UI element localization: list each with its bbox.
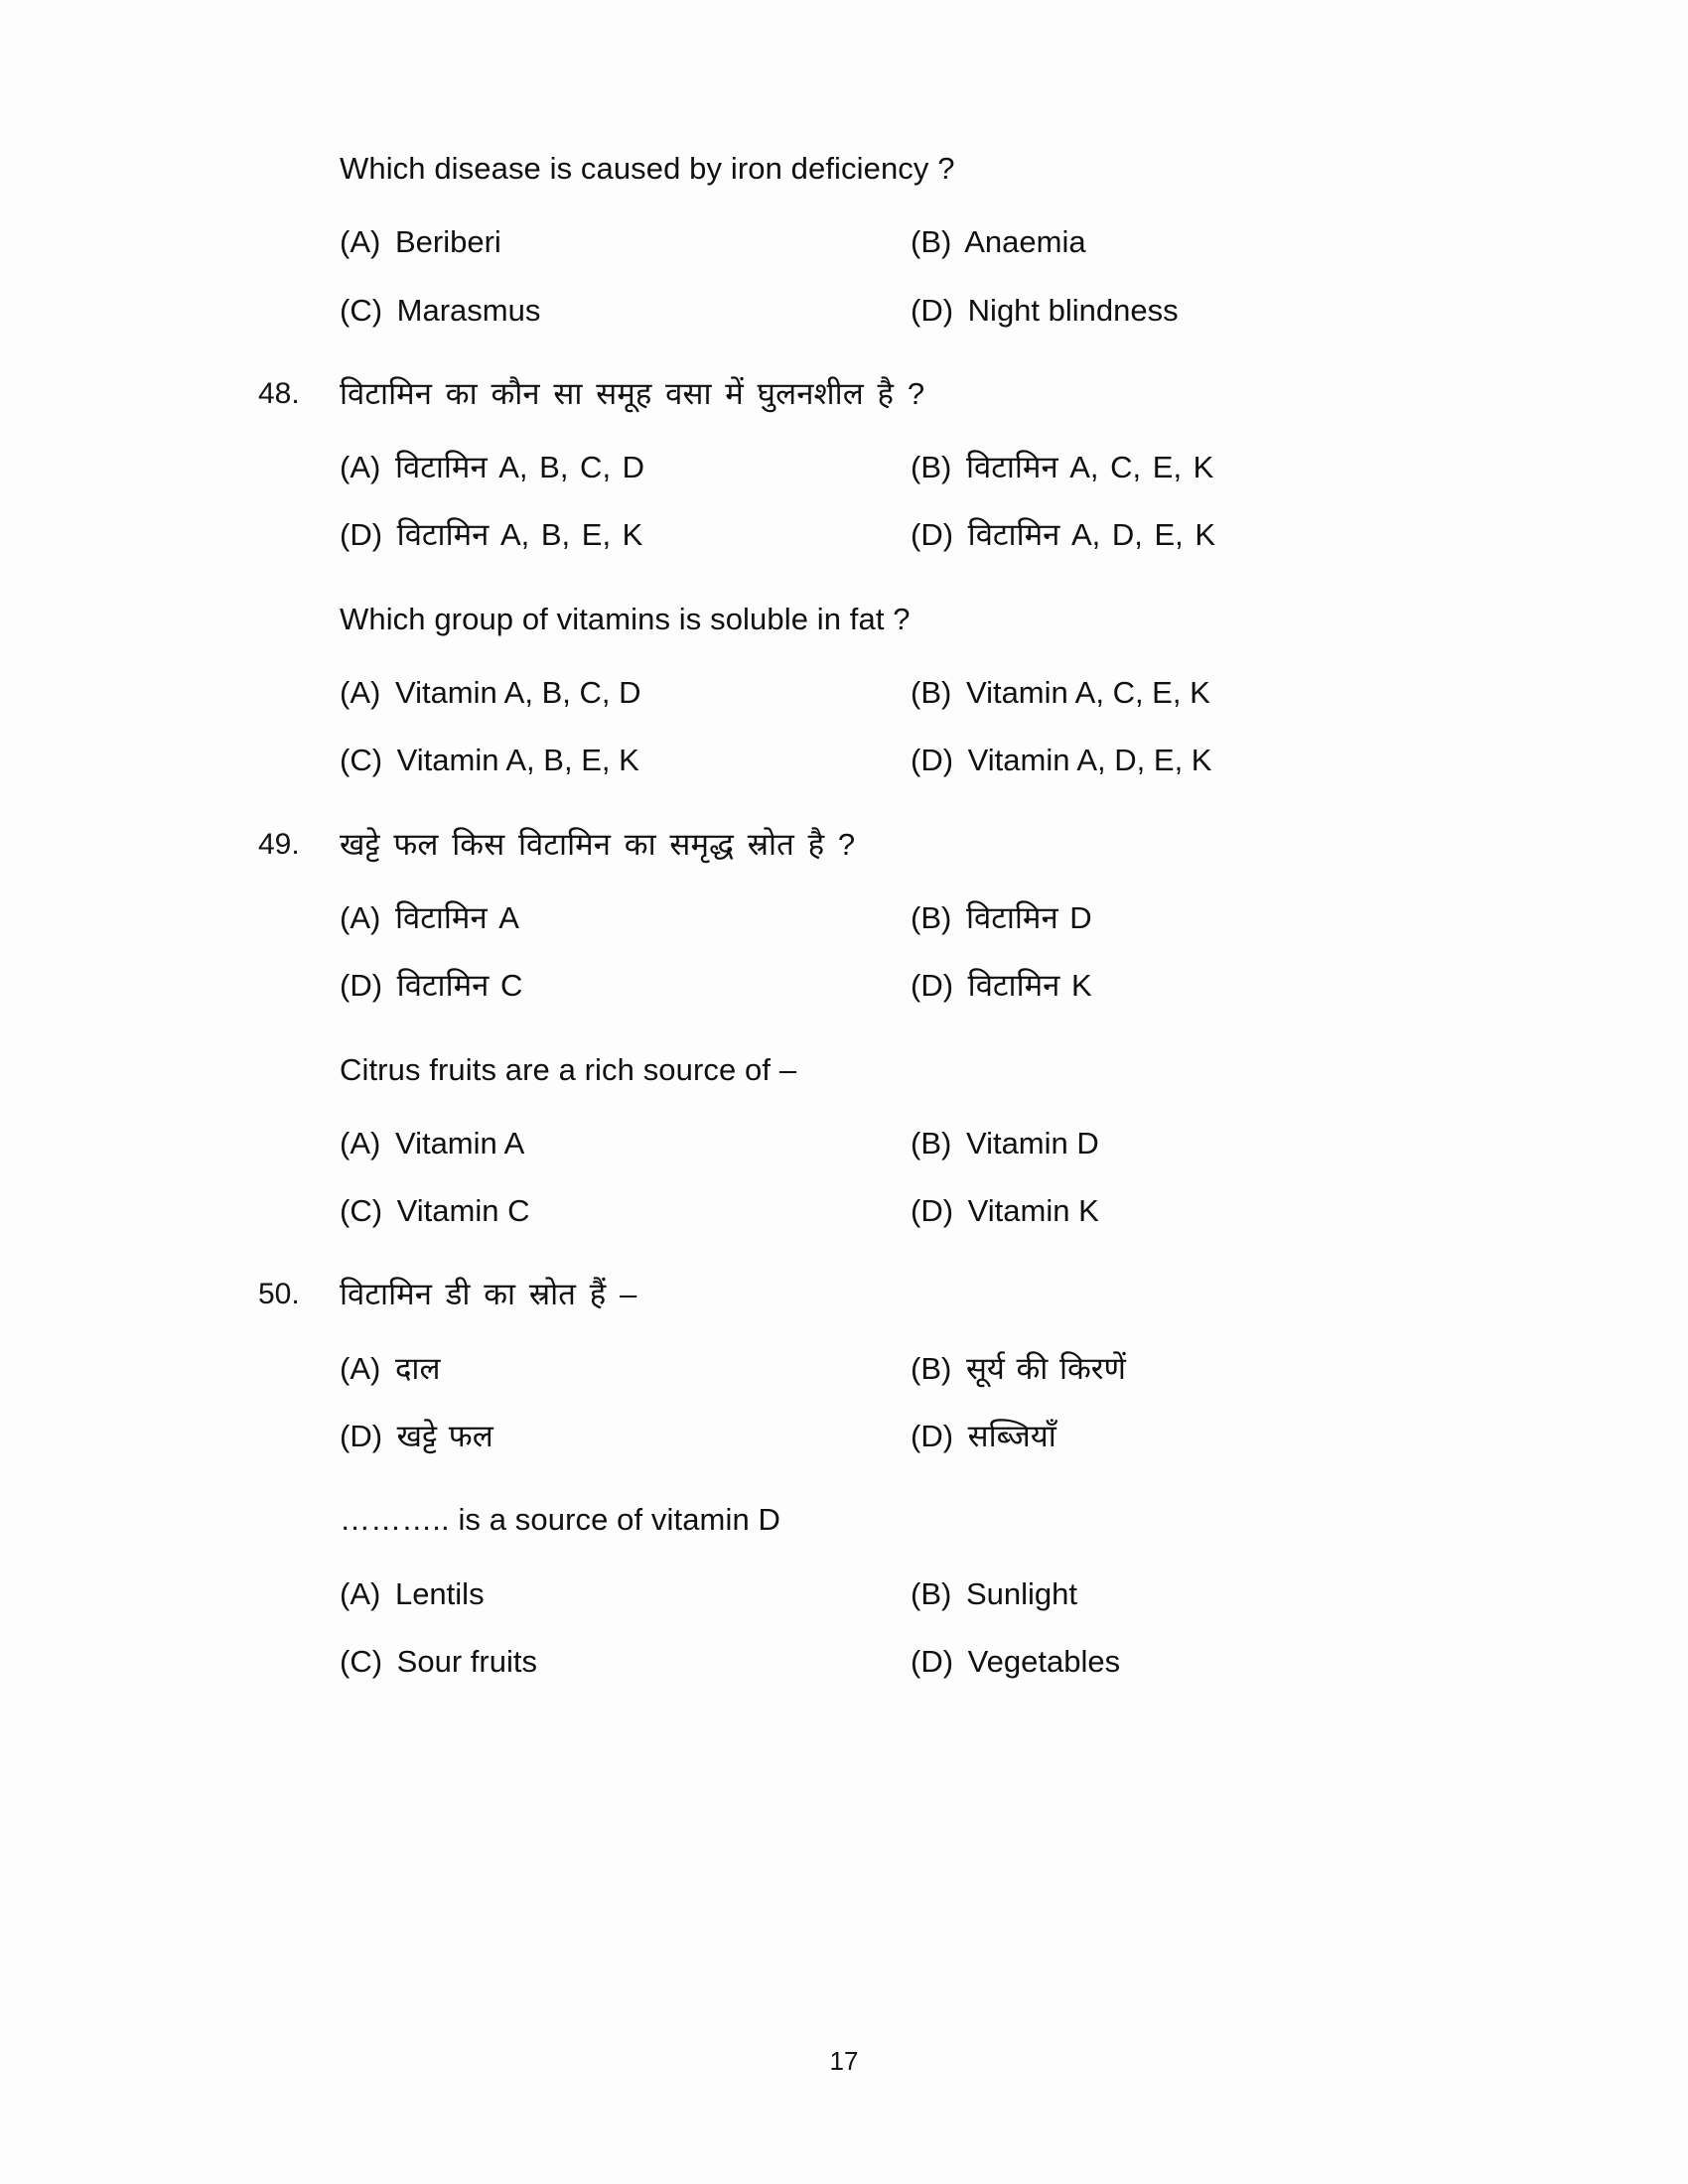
option-label: (A) bbox=[340, 1575, 381, 1611]
question-text: खट्टे फल किस विटामिन का समृद्ध स्रोत है ? bbox=[340, 826, 856, 862]
option-text: Vitamin A bbox=[394, 1125, 525, 1160]
option-text: Lentils bbox=[394, 1575, 485, 1611]
option-left[interactable] bbox=[340, 291, 911, 331]
option-label: (A) bbox=[340, 675, 381, 711]
option-right[interactable] bbox=[911, 741, 1519, 780]
question-stem-row bbox=[248, 1275, 1519, 1314]
option-row bbox=[248, 1191, 1519, 1231]
option-label: (C) bbox=[340, 292, 383, 328]
option-label: (A) bbox=[340, 1350, 381, 1386]
option-right[interactable] bbox=[911, 1574, 1519, 1614]
option-left[interactable] bbox=[340, 222, 911, 262]
option-text: विटामिन A, B, E, K bbox=[396, 517, 643, 553]
option-label: (B) bbox=[911, 224, 952, 260]
option-text: Beriberi bbox=[394, 224, 501, 260]
option-right[interactable] bbox=[911, 1191, 1519, 1231]
option-text: Anaemia bbox=[964, 224, 1086, 260]
question-number: 49. bbox=[258, 827, 300, 861]
question-text: Which group of vitamins is soluble in fat ? bbox=[340, 601, 911, 636]
option-left[interactable] bbox=[340, 1417, 911, 1456]
spacer bbox=[248, 358, 1519, 374]
option-label: (B) bbox=[911, 1350, 952, 1386]
option-text: Sour fruits bbox=[396, 1643, 537, 1679]
question-number: 48. bbox=[258, 376, 300, 410]
option-text: विटामिन D bbox=[965, 899, 1092, 935]
option-label: (A) bbox=[340, 450, 381, 485]
option-text: खट्टे फल bbox=[396, 1419, 493, 1454]
option-right[interactable] bbox=[911, 1124, 1519, 1163]
option-label: (B) bbox=[911, 675, 952, 711]
question-stem-row bbox=[248, 1500, 1519, 1540]
option-label: (D) bbox=[340, 1419, 383, 1454]
option-label: (C) bbox=[340, 1193, 383, 1229]
option-text: Vitamin A, B, C, D bbox=[394, 675, 641, 711]
option-label: (A) bbox=[340, 1125, 381, 1160]
option-left[interactable] bbox=[340, 1349, 911, 1389]
question-stem-row bbox=[248, 374, 1519, 414]
option-text: Vegetables bbox=[967, 1643, 1121, 1679]
option-right[interactable] bbox=[911, 673, 1519, 713]
spacer bbox=[248, 1034, 1519, 1050]
option-label: (B) bbox=[911, 450, 952, 485]
option-text: Sunlight bbox=[965, 1575, 1077, 1611]
option-text: Vitamin A, B, E, K bbox=[396, 743, 639, 778]
option-text: Vitamin C bbox=[396, 1193, 530, 1229]
option-row bbox=[248, 515, 1519, 555]
option-left[interactable] bbox=[340, 1642, 911, 1682]
option-text: सूर्य की किरणें bbox=[965, 1350, 1126, 1386]
option-row bbox=[248, 1642, 1519, 1682]
option-label: (C) bbox=[340, 1643, 383, 1679]
option-row bbox=[248, 1124, 1519, 1163]
option-left[interactable] bbox=[340, 966, 911, 1006]
question-stem-row bbox=[248, 825, 1519, 865]
option-left[interactable] bbox=[340, 448, 911, 487]
option-text: विटामिन A, B, C, D bbox=[394, 450, 645, 485]
option-left[interactable] bbox=[340, 1124, 911, 1163]
option-text: Night blindness bbox=[967, 292, 1179, 328]
option-right[interactable] bbox=[911, 1417, 1519, 1456]
question-text: विटामिन का कौन सा समूह वसा में घुलनशील है ? bbox=[340, 375, 925, 411]
option-right[interactable] bbox=[911, 966, 1519, 1006]
option-left[interactable] bbox=[340, 1574, 911, 1614]
option-right[interactable] bbox=[911, 448, 1519, 487]
option-right[interactable] bbox=[911, 898, 1519, 938]
option-label: (B) bbox=[911, 1575, 952, 1611]
option-row bbox=[248, 1574, 1519, 1614]
option-label: (D) bbox=[911, 743, 954, 778]
option-label: (D) bbox=[911, 1193, 954, 1229]
option-row bbox=[248, 1417, 1519, 1456]
option-row bbox=[248, 1349, 1519, 1389]
option-label: (C) bbox=[340, 743, 383, 778]
option-left[interactable] bbox=[340, 1191, 911, 1231]
option-text: Vitamin D bbox=[965, 1125, 1099, 1160]
question-list bbox=[248, 149, 1519, 1725]
spacer bbox=[248, 584, 1519, 600]
option-label: (D) bbox=[911, 968, 954, 1004]
option-text: Marasmus bbox=[396, 292, 541, 328]
option-text: सब्जियाँ bbox=[967, 1419, 1056, 1454]
question-stem-row bbox=[248, 149, 1519, 189]
question-text: Which disease is caused by iron deficiency ? bbox=[340, 151, 955, 186]
option-row bbox=[248, 291, 1519, 331]
option-label: (A) bbox=[340, 224, 381, 260]
option-left[interactable] bbox=[340, 741, 911, 780]
option-row bbox=[248, 673, 1519, 713]
question-stem-row bbox=[248, 600, 1519, 639]
option-right[interactable] bbox=[911, 515, 1519, 555]
option-right[interactable] bbox=[911, 1349, 1519, 1389]
question-text: विटामिन डी का स्रोत हैं – bbox=[340, 1277, 637, 1312]
option-text: विटामिन A, D, E, K bbox=[967, 517, 1216, 553]
option-text: Vitamin A, D, E, K bbox=[967, 743, 1212, 778]
question-text: Citrus fruits are a rich source of – bbox=[340, 1051, 797, 1087]
spacer bbox=[248, 1709, 1519, 1725]
option-right[interactable] bbox=[911, 291, 1519, 331]
option-row bbox=[248, 222, 1519, 262]
option-row bbox=[248, 448, 1519, 487]
page-number: 17 bbox=[829, 2046, 859, 2076]
option-text: Vitamin A, C, E, K bbox=[965, 675, 1210, 711]
option-label: (D) bbox=[911, 517, 954, 553]
spacer bbox=[248, 809, 1519, 825]
option-left[interactable] bbox=[340, 515, 911, 555]
option-label: (D) bbox=[911, 292, 954, 328]
option-left[interactable] bbox=[340, 673, 911, 713]
option-label: (A) bbox=[340, 899, 381, 935]
question-stem-row bbox=[248, 1050, 1519, 1090]
option-text: Vitamin K bbox=[967, 1193, 1099, 1229]
page-footer bbox=[0, 2046, 1688, 2077]
spacer bbox=[248, 1484, 1519, 1500]
option-text: विटामिन A bbox=[394, 899, 519, 935]
option-row bbox=[248, 741, 1519, 780]
option-label: (D) bbox=[340, 517, 383, 553]
option-label: (B) bbox=[911, 899, 952, 935]
spacer bbox=[248, 1259, 1519, 1275]
option-row bbox=[248, 898, 1519, 938]
option-label: (D) bbox=[340, 968, 383, 1004]
option-text: दाल bbox=[394, 1350, 441, 1386]
option-left[interactable] bbox=[340, 898, 911, 938]
option-text: विटामिन C bbox=[396, 968, 523, 1004]
option-right[interactable] bbox=[911, 1642, 1519, 1682]
question-number: 50. bbox=[258, 1278, 300, 1311]
option-label: (B) bbox=[911, 1125, 952, 1160]
option-text: विटामिन A, C, E, K bbox=[965, 450, 1214, 485]
option-text: विटामिन K bbox=[967, 968, 1092, 1004]
option-right[interactable] bbox=[911, 222, 1519, 262]
option-label: (D) bbox=[911, 1643, 954, 1679]
question-text: ……….. is a source of vitamin D bbox=[340, 1502, 781, 1538]
option-label: (D) bbox=[911, 1419, 954, 1454]
option-row bbox=[248, 966, 1519, 1006]
